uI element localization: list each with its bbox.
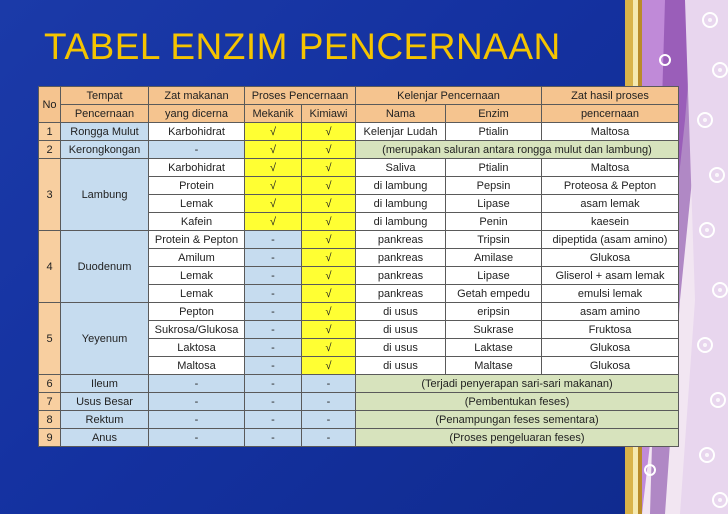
cell-enzim: Lipase xyxy=(446,267,542,285)
cell-mekanik: - xyxy=(245,375,302,393)
cell-no: 6 xyxy=(39,375,61,393)
cell-zat: - xyxy=(149,393,245,411)
cell-mekanik: - xyxy=(245,429,302,447)
table-header-row-1 xyxy=(39,87,679,105)
cell-nama: di usus xyxy=(356,321,446,339)
cell-nama: pankreas xyxy=(356,249,446,267)
cell-kimiawi: √ xyxy=(302,357,356,375)
cell-hasil: Glukosa xyxy=(542,249,679,267)
cell-no: 7 xyxy=(39,393,61,411)
cell-nama: pankreas xyxy=(356,267,446,285)
cell-tempat: Kerongkongan xyxy=(61,141,149,159)
cell-no: 9 xyxy=(39,429,61,447)
cell-zat: Protein & Pepton xyxy=(149,231,245,249)
header-tempat: Tempat xyxy=(61,87,149,105)
table-row xyxy=(39,411,679,429)
cell-tempat: Duodenum xyxy=(61,231,149,303)
cell-kimiawi: √ xyxy=(302,213,356,231)
cell-hasil: dipeptida (asam amino) xyxy=(542,231,679,249)
cell-enzim: Penin xyxy=(446,213,542,231)
cell-zat: - xyxy=(149,375,245,393)
cell-kimiawi: √ xyxy=(302,159,356,177)
cell-enzim: Getah empedu xyxy=(446,285,542,303)
cell-nama: di lambung xyxy=(356,213,446,231)
cell-nama: di usus xyxy=(356,303,446,321)
cell-enzim: Sukrase xyxy=(446,321,542,339)
header-hasil: Zat hasil proses xyxy=(542,87,679,105)
header-no: No xyxy=(39,87,61,123)
cell-hasil: Proteosa & Pepton xyxy=(542,177,679,195)
cell-zat: Pepton xyxy=(149,303,245,321)
table-row xyxy=(39,123,679,141)
cell-zat: Lemak xyxy=(149,267,245,285)
header-tempat-2: Pencernaan xyxy=(61,105,149,123)
cell-kimiawi: √ xyxy=(302,339,356,357)
cell-enzim: Laktase xyxy=(446,339,542,357)
cell-mekanik: √ xyxy=(245,177,302,195)
cell-kimiawi: √ xyxy=(302,321,356,339)
table-header-row-2 xyxy=(39,105,679,123)
cell-note: (Terjadi penyerapan sari-sari makanan) xyxy=(356,375,679,393)
header-nama: Nama xyxy=(356,105,446,123)
cell-hasil: kaesein xyxy=(542,213,679,231)
cell-mekanik: √ xyxy=(245,213,302,231)
header-zat-2: yang dicerna xyxy=(149,105,245,123)
cell-kimiawi: - xyxy=(302,411,356,429)
cell-nama: di lambung xyxy=(356,177,446,195)
cell-zat: Lemak xyxy=(149,285,245,303)
cell-hasil: asam amino xyxy=(542,303,679,321)
cell-no: 1 xyxy=(39,123,61,141)
cell-enzim: Maltase xyxy=(446,357,542,375)
cell-enzim: Ptialin xyxy=(446,123,542,141)
cell-zat: - xyxy=(149,411,245,429)
cell-kimiawi: √ xyxy=(302,177,356,195)
cell-nama: di usus xyxy=(356,339,446,357)
cell-mekanik: - xyxy=(245,321,302,339)
table-row xyxy=(39,141,679,159)
cell-nama: Kelenjar Ludah xyxy=(356,123,446,141)
cell-zat: Maltosa xyxy=(149,357,245,375)
cell-zat: - xyxy=(149,429,245,447)
cell-hasil: emulsi lemak xyxy=(542,285,679,303)
cell-hasil: Glukosa xyxy=(542,357,679,375)
cell-zat: Laktosa xyxy=(149,339,245,357)
cell-mekanik: - xyxy=(245,411,302,429)
cell-enzim: eripsin xyxy=(446,303,542,321)
cell-hasil: asam lemak xyxy=(542,195,679,213)
cell-note: (merupakan saluran antara rongga mulut dan lambung) xyxy=(356,141,679,159)
cell-mekanik: √ xyxy=(245,141,302,159)
cell-hasil: Gliserol + asam lemak xyxy=(542,267,679,285)
cell-tempat: Ileum xyxy=(61,375,149,393)
cell-enzim: Lipase xyxy=(446,195,542,213)
enzyme-table xyxy=(38,86,679,447)
header-enzim: Enzim xyxy=(446,105,542,123)
cell-tempat: Anus xyxy=(61,429,149,447)
table-row xyxy=(39,303,679,321)
cell-tempat: Yeyenum xyxy=(61,303,149,375)
cell-enzim: Tripsin xyxy=(446,231,542,249)
cell-nama: pankreas xyxy=(356,285,446,303)
cell-tempat: Rongga Mulut xyxy=(61,123,149,141)
cell-enzim: Ptialin xyxy=(446,159,542,177)
cell-kimiawi: - xyxy=(302,375,356,393)
cell-note: (Penampungan feses sementara) xyxy=(356,411,679,429)
header-proses: Proses Pencernaan xyxy=(245,87,356,105)
header-mekanik: Mekanik xyxy=(245,105,302,123)
cell-no: 3 xyxy=(39,159,61,231)
cell-tempat: Usus Besar xyxy=(61,393,149,411)
cell-enzim: Pepsin xyxy=(446,177,542,195)
cell-zat: Sukrosa/Glukosa xyxy=(149,321,245,339)
cell-hasil: Maltosa xyxy=(542,123,679,141)
cell-mekanik: - xyxy=(245,357,302,375)
cell-note: (Proses pengeluaran feses) xyxy=(356,429,679,447)
cell-no: 5 xyxy=(39,303,61,375)
cell-mekanik: - xyxy=(245,339,302,357)
cell-tempat: Lambung xyxy=(61,159,149,231)
cell-kimiawi: √ xyxy=(302,249,356,267)
table-row xyxy=(39,429,679,447)
cell-hasil: Glukosa xyxy=(542,339,679,357)
cell-mekanik: - xyxy=(245,303,302,321)
cell-zat: - xyxy=(149,141,245,159)
cell-nama: pankreas xyxy=(356,231,446,249)
cell-kimiawi: √ xyxy=(302,123,356,141)
cell-no: 2 xyxy=(39,141,61,159)
page-title: TABEL ENZIM PENCERNAAN xyxy=(44,26,561,67)
cell-kimiawi: √ xyxy=(302,195,356,213)
cell-hasil: Fruktosa xyxy=(542,321,679,339)
cell-no: 8 xyxy=(39,411,61,429)
table-row xyxy=(39,159,679,177)
table-row xyxy=(39,375,679,393)
cell-kimiawi: √ xyxy=(302,231,356,249)
cell-mekanik: - xyxy=(245,267,302,285)
header-zat: Zat makanan xyxy=(149,87,245,105)
cell-zat: Karbohidrat xyxy=(149,159,245,177)
cell-mekanik: - xyxy=(245,285,302,303)
cell-zat: Protein xyxy=(149,177,245,195)
cell-zat: Amilum xyxy=(149,249,245,267)
cell-kimiawi: √ xyxy=(302,267,356,285)
cell-nama: Saliva xyxy=(356,159,446,177)
header-hasil-2: pencernaan xyxy=(542,105,679,123)
table-row xyxy=(39,393,679,411)
cell-kimiawi: - xyxy=(302,393,356,411)
cell-zat: Kafein xyxy=(149,213,245,231)
cell-mekanik: - xyxy=(245,249,302,267)
cell-kimiawi: √ xyxy=(302,141,356,159)
cell-zat: Karbohidrat xyxy=(149,123,245,141)
cell-mekanik: - xyxy=(245,231,302,249)
cell-zat: Lemak xyxy=(149,195,245,213)
cell-enzim: Amilase xyxy=(446,249,542,267)
cell-kimiawi: - xyxy=(302,429,356,447)
cell-nama: di lambung xyxy=(356,195,446,213)
cell-mekanik: √ xyxy=(245,195,302,213)
cell-tempat: Rektum xyxy=(61,411,149,429)
cell-nama: di usus xyxy=(356,357,446,375)
cell-mekanik: √ xyxy=(245,159,302,177)
cell-kimiawi: √ xyxy=(302,285,356,303)
header-kelenjar: Kelenjar Pencernaan xyxy=(356,87,542,105)
cell-mekanik: - xyxy=(245,393,302,411)
header-kimiawi: Kimiawi xyxy=(302,105,356,123)
cell-hasil: Maltosa xyxy=(542,159,679,177)
table-row xyxy=(39,231,679,249)
cell-kimiawi: √ xyxy=(302,303,356,321)
cell-note: (Pembentukan feses) xyxy=(356,393,679,411)
cell-mekanik: √ xyxy=(245,123,302,141)
cell-no: 4 xyxy=(39,231,61,303)
